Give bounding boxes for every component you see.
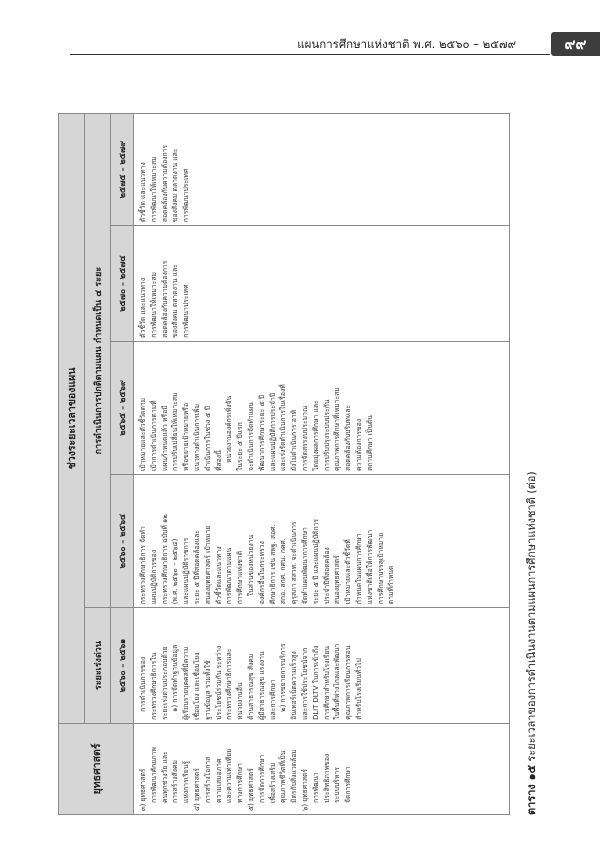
cell-line: ๒) การขยายการบริการ bbox=[279, 643, 288, 712]
cell-line: ระยะ ๕ ปี และแผนปฏิบัติการ bbox=[311, 518, 320, 605]
table-row bbox=[134, 114, 510, 815]
cell-2560-2561 bbox=[134, 608, 510, 724]
cell-line: เป้าหมายและตัวชี้วัดที่ bbox=[344, 539, 353, 605]
cell-line: และเร่งรัดดำเนินการในเรื่องที่ bbox=[279, 384, 288, 472]
cell-line: หน่วยงานองค์กรเพิ่งจัน bbox=[225, 395, 234, 464]
cell-line: ระยะเร่งด่วนประกอบด้วย bbox=[160, 646, 169, 720]
cell-line: อินเทอร์เน็ตความเร็วสูง bbox=[290, 651, 299, 720]
cell-line: ๕) ยุทธศาสตร์ bbox=[246, 768, 255, 811]
cell-line: ประจำปีที่สอดคล้อง bbox=[322, 547, 331, 605]
cell-line: ของสังคม ตลาดงาน และ bbox=[171, 148, 180, 223]
cell-line: และแผนปฏิบัติการประจำปี bbox=[268, 392, 277, 472]
cell-line: การพัฒนาให้เหมาะสม bbox=[149, 271, 158, 338]
cell-line: คุณภาพชีวิตที่เป็น bbox=[279, 750, 288, 803]
cell-line: มิตรกับสิ่งแวดล้อม bbox=[290, 749, 299, 803]
cell-line: ตัวชี้วัด และแนวทาง bbox=[139, 277, 147, 338]
cell-line: เชื่อมโยง และเชื่อมโยง bbox=[192, 652, 201, 720]
cell-line: คนทุกช่วงวัย และ bbox=[160, 751, 169, 803]
cell-line: จะดำเนินการจัดทำแผน bbox=[246, 402, 255, 472]
cell-line: ประโยชน์ร่วมกัน ระหว่าง bbox=[214, 645, 223, 720]
cell-line: กระทรวงศึกษาธิการใน bbox=[149, 652, 158, 720]
cell-line: คุรุสภา สสวท. จะดำเนินการ bbox=[290, 521, 299, 605]
cell-line: สกอ. สกศ. กศน. กคศ. bbox=[279, 538, 288, 605]
cell-line: แห่งการเรียนรู้ bbox=[182, 760, 191, 803]
rotated-frame bbox=[58, 113, 548, 815]
timeline-table bbox=[58, 113, 510, 815]
header-plan-phases: การดำเนินการปกติตามแผน กำหนดเป็น ๔ ระยะ bbox=[85, 114, 111, 608]
cell-line: ศึกษาธิการ เช่น สพฐ. สอศ. bbox=[268, 524, 277, 605]
cell-line: ๑) การจัดทำฐานข้อมูล bbox=[171, 644, 180, 712]
header-quick-win: ระยะเร่งด่วน bbox=[85, 608, 111, 724]
cell-line: และการศึกษา bbox=[268, 679, 277, 720]
cell-line: การพัฒนาประเทศ bbox=[182, 168, 191, 223]
cell-line: ๔) ยุทธศาสตร์ bbox=[192, 768, 201, 811]
cell-line: ๓) ยุทธศาสตร์ bbox=[139, 768, 147, 811]
cell-line: DLIT DLTV ในการเข้าถึง bbox=[311, 645, 320, 720]
cell-2570-2574 bbox=[134, 226, 510, 342]
cell-line: ตัวชี้วัด และแนวทาง bbox=[139, 162, 147, 223]
cell-line: เป้าการดำเนินการตามที่ bbox=[149, 400, 158, 472]
cell-line: เพื่อสร้างเสริม bbox=[268, 762, 277, 803]
header-title: แผนการศึกษาแห่งชาติ พ.ศ. ๒๕๖๐ – ๒๕๗๙ bbox=[297, 37, 516, 51]
caption-label: ตาราง ๑๕ bbox=[525, 765, 538, 815]
cell-line: การศึกษาแห่งชาติ bbox=[236, 550, 245, 605]
cell-line: สอดคล้องกับบริบทและ bbox=[344, 404, 353, 472]
cell-2560-2564 bbox=[134, 475, 510, 608]
cell-line: และความเท่าเทียม bbox=[225, 748, 234, 803]
header-period-2565-2569: ๒๕๖๕ – ๒๕๖๙ bbox=[111, 341, 134, 474]
cell-line: การศึกษาบรรลุเป้าหมาย bbox=[376, 532, 385, 605]
header-rule bbox=[70, 54, 550, 55]
cell-line: (พ.ศ. ๒๕๖๐ – ๒๕๖๔) bbox=[171, 538, 180, 605]
header-period-2570-2574: ๒๕๗๐ – ๒๕๗๔ bbox=[111, 226, 134, 342]
cell-line: คุณภาพการศึกษาที่เหมาะสม bbox=[333, 387, 342, 472]
caption-text: ระยะเวลาของการดำเนินงานตามแผนการศึกษาแห่งชาติ (ต่อ) bbox=[525, 471, 538, 762]
cell-line: กระทรวงศึกษาธิการและ bbox=[225, 648, 234, 720]
cell-line: สนองยุทธศาสตร์ bbox=[333, 555, 342, 605]
cell-line: หรือขยายเป้าหมายหรือ bbox=[182, 402, 191, 472]
cell-line: สนองยุทธศาสตร์ เป้าหมาย bbox=[203, 525, 212, 605]
cell-2575-2579 bbox=[134, 114, 510, 226]
cell-line: สอดคล้องกับความต้องการ bbox=[160, 144, 169, 223]
cell-line: ๖) ยุทธศาสตร์ bbox=[300, 768, 309, 811]
table-caption bbox=[520, 113, 544, 815]
cell-line: ผู้มีสาธารณสุข แรงงาน bbox=[257, 651, 266, 720]
cell-line: ดำเนินการในช่วง ๕ ปี bbox=[203, 406, 212, 472]
cell-line: การสร้างสังคม bbox=[171, 759, 180, 803]
rotated-content bbox=[58, 113, 548, 815]
cell-line: ที่สองนี้ bbox=[214, 450, 223, 472]
cell-line: และแผนปฏิบัติราชการ bbox=[182, 537, 191, 605]
cell-line: การพัฒนาประเทศ bbox=[182, 284, 191, 338]
cell-line: ฐานข้อมูล รวมทั้งใช้ bbox=[203, 660, 212, 720]
cell-line: ในส่วนของหน่วยงาน bbox=[246, 534, 255, 597]
cell-line: แนวทางดำเนินการเพิ่ม bbox=[192, 403, 201, 472]
cell-line: ทางการศึกษา bbox=[236, 763, 245, 803]
cell-line: พัฒนาการศึกษาระยะ ๕ ปี bbox=[257, 394, 266, 472]
page-header bbox=[0, 0, 600, 62]
cell-line: ตามที่กำหนด bbox=[387, 565, 396, 605]
cell-line: ความต้องการของ bbox=[354, 418, 363, 472]
cell-line: การสร้างโอกาส bbox=[203, 756, 212, 803]
cell-line: ตัวชี้วัดและแนวทาง bbox=[214, 546, 223, 605]
cell-line: ผู้เรียนรายบุคคลที่มีความ bbox=[182, 646, 191, 720]
cell-line: ระยะ ๕ ปีที่สอดคล้องและ bbox=[192, 530, 201, 605]
cell-line: กระทรวงศึกษาธิการ จัดทำ bbox=[139, 526, 147, 605]
cell-line: จัดทำแผนพัฒนาการศึกษา bbox=[300, 527, 309, 605]
cell-line: แผนปฏิบัติการของ bbox=[149, 549, 158, 605]
cell-line: ความเสมอภาค bbox=[214, 758, 223, 803]
cell-line: องค์กรอื่นในกระทรวง bbox=[257, 541, 266, 605]
cell-line: ในพื้นที่ห่างไกลและพัฒนา bbox=[333, 643, 342, 720]
header-period-2560-2561: ๒๕๖๐ – ๒๕๖๑ bbox=[111, 608, 134, 724]
cell-2565-2569 bbox=[134, 341, 510, 474]
cell-line: เป้าหมายและตัวชี้วัดตาม bbox=[139, 397, 147, 472]
page-number: ๙๙ bbox=[551, 32, 600, 56]
cell-line: แผนกำหนดแล้ว หรือมี bbox=[160, 405, 169, 472]
cell-line: ประสิทธิภาพของ bbox=[322, 753, 331, 803]
cell-line: การพัฒนาตามแผน bbox=[225, 547, 234, 605]
cell-line: ยังไม่ดำเนินการ อาทิ bbox=[290, 409, 299, 472]
cell-line: การจัดสรรงบประมาณ bbox=[300, 405, 309, 472]
cell-line: คุณภาพการเรียนการสอน bbox=[344, 645, 353, 720]
strategy-cell bbox=[134, 723, 510, 814]
header-period-2575-2579: ๒๕๗๕ – ๒๕๗๙ bbox=[111, 114, 134, 226]
cell-line: หน่วยงานอื่น bbox=[236, 682, 245, 720]
cell-line: กำหนดในแผนการศึกษา bbox=[354, 533, 363, 605]
cell-line: ด้านสาธารณสุข สังคม bbox=[246, 653, 255, 720]
cell-line: การดำเนินการของ bbox=[139, 656, 147, 712]
header-period-2560-2564: ๒๕๖๐ – ๒๕๖๔ bbox=[111, 475, 134, 608]
header-strategy: ยุทธศาสตร์ bbox=[59, 723, 134, 814]
cell-line: ในระยะ ๕ ปีแรก bbox=[236, 422, 245, 472]
cell-line: ระบบบริหาร bbox=[333, 767, 342, 803]
cell-line: การพัฒนาศักยภาพ bbox=[149, 747, 158, 803]
cell-line: การศึกษาสำหรับโรงเรียน bbox=[322, 645, 331, 720]
cell-line: และการใช้ประโยชน์จาก bbox=[300, 647, 309, 720]
cell-line: แห่งชาติเพื่อให้การพัฒนา bbox=[365, 529, 374, 605]
cell-line: สอดคล้องกับความต้องการ bbox=[160, 260, 169, 338]
cell-line: สำหรับโรงเรียนทั่วไป bbox=[354, 658, 363, 720]
cell-line: สถานศึกษา เป็นต้น bbox=[365, 415, 374, 472]
cell-line: โดยมุ่งผลการศึกษา และ bbox=[311, 400, 320, 472]
cell-line: การจัดการศึกษา bbox=[257, 754, 266, 803]
cell-line: การปรับเปลี่ยนให้เหมาะสม bbox=[171, 392, 180, 472]
cell-line: ของสังคม ตลาดงาน และ bbox=[171, 264, 180, 338]
cell-line: จัดการศึกษา bbox=[344, 766, 353, 803]
cell-line: การพัฒนาให้เหมาะสม bbox=[149, 156, 158, 223]
cell-line: การพัฒนา bbox=[311, 772, 320, 803]
header-plan-period: ช่วงระยะเวลาของแผน bbox=[59, 114, 85, 724]
cell-line: การปรับปรุงระบบประกัน bbox=[322, 399, 331, 472]
cell-line: กระทรวงศึกษาธิการ ฉบับที่ ๑๒ bbox=[160, 514, 169, 605]
